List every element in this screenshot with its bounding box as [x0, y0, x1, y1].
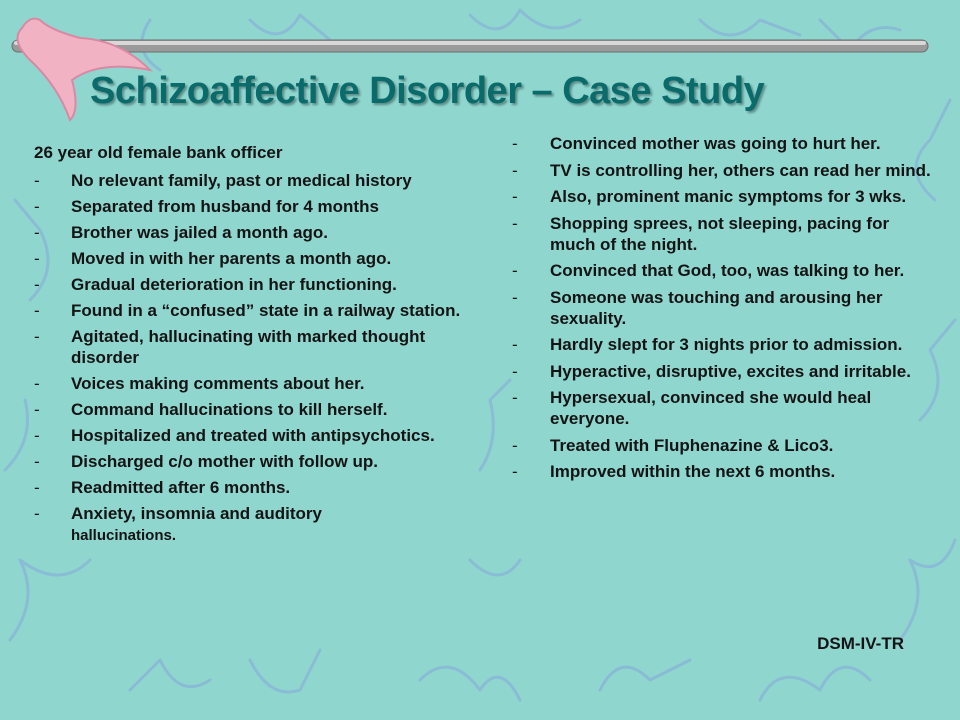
list-item-text: Moved in with her parents a month ago. — [71, 249, 392, 268]
bullet-marker: - — [512, 287, 518, 307]
list-item — [34, 274, 474, 295]
list-item-text: Someone was touching and arousing her sexuality. — [550, 287, 883, 328]
source-citation: DSM-IV-TR — [817, 634, 904, 653]
list-item-text: Voices making comments about her. — [71, 374, 365, 393]
bullet-marker: - — [512, 187, 518, 206]
list-item-text: Convinced mother was going to hurt her. — [550, 134, 881, 153]
right-column — [512, 133, 932, 488]
bullet-marker: - — [34, 504, 40, 523]
list-item-text: Hypersexual, convinced she would heal everyone. — [550, 388, 872, 428]
bullet-marker: - — [512, 388, 518, 407]
list-item-continuation: hallucinations. — [71, 527, 177, 544]
list-item — [512, 213, 932, 255]
list-item — [34, 373, 474, 394]
list-item — [512, 361, 932, 382]
list-item — [512, 160, 932, 181]
list-item-text: Also, prominent manic symptoms for 3 wks. — [550, 187, 907, 206]
bullet-marker: - — [34, 478, 40, 497]
list-item-text: Improved within the next 6 months. — [550, 462, 836, 481]
list-item-text: Hospitalized and treated with antipsychotics. — [71, 426, 435, 445]
list-item — [512, 435, 932, 456]
list-item — [34, 300, 474, 321]
list-item — [34, 170, 474, 191]
list-item-text: Anxiety, insomnia and auditory — [71, 504, 322, 523]
list-item — [512, 133, 932, 154]
list-item — [512, 186, 932, 207]
bullet-marker: - — [512, 462, 518, 481]
slide-title: Schizoaffective Disorder – Case Study — [90, 70, 765, 112]
bullet-marker: - — [34, 327, 40, 346]
bullet-marker: - — [34, 452, 40, 471]
list-item — [34, 451, 474, 472]
list-item — [34, 503, 474, 546]
list-item — [34, 248, 474, 269]
intro-line: 26 year old female bank officer — [34, 143, 283, 162]
list-item-text: Separated from husband for 4 months — [71, 197, 379, 216]
bullet-marker: - — [34, 374, 40, 393]
bullet-marker: - — [512, 261, 518, 280]
list-item — [512, 387, 932, 429]
list-item-text: Convinced that God, too, was talking to her. — [550, 261, 905, 280]
list-item-text: Hardly slept for 3 nights prior to admission. — [550, 335, 903, 354]
left-column — [34, 142, 474, 551]
list-item — [34, 196, 474, 217]
bullet-marker: - — [512, 213, 518, 233]
list-item-text: Readmitted after 6 months. — [71, 478, 291, 497]
list-item — [34, 399, 474, 420]
bullet-marker: - — [34, 301, 40, 320]
list-item — [512, 334, 932, 355]
list-item-text: Discharged c/o mother with follow up. — [71, 452, 378, 471]
bullet-marker: - — [34, 275, 40, 294]
list-item — [512, 461, 932, 482]
list-item — [34, 326, 474, 368]
list-item-text: Shopping sprees, not sleeping, pacing for much of the night. — [550, 213, 890, 254]
list-item — [512, 260, 932, 281]
bullet-marker: - — [512, 335, 518, 354]
list-item — [34, 222, 474, 243]
list-item-text: Brother was jailed a month ago. — [71, 223, 328, 242]
list-item-text: Command hallucinations to kill herself. — [71, 400, 388, 419]
bullet-marker: - — [34, 249, 40, 268]
list-item-text: Agitated, hallucinating with marked thought disorder — [71, 327, 426, 367]
list-item-text: No relevant family, past or medical history — [71, 171, 412, 190]
bullet-marker: - — [512, 160, 518, 180]
list-item-text: Treated with Fluphenazine & Lico3. — [550, 435, 834, 455]
list-item — [34, 477, 474, 498]
bullet-marker: - — [34, 171, 40, 190]
list-item-text: Hyperactive, disruptive, excites and irritable. — [550, 361, 911, 381]
list-item-text: Found in a “confused” state in a railway station. — [71, 301, 461, 320]
list-item-text: TV is controlling her, others can read her mind. — [550, 160, 931, 180]
bullet-marker: - — [34, 426, 40, 445]
bullet-marker: - — [512, 361, 518, 381]
bullet-marker: - — [512, 435, 518, 455]
bullet-marker: - — [34, 400, 40, 419]
bullet-marker: - — [512, 134, 518, 153]
title-bar-highlight — [14, 41, 926, 45]
list-item-text: Gradual deterioration in her functioning. — [71, 275, 397, 294]
bullet-marker: - — [34, 197, 40, 216]
list-item — [34, 425, 474, 446]
list-item — [512, 287, 932, 329]
bullet-marker: - — [34, 223, 40, 242]
